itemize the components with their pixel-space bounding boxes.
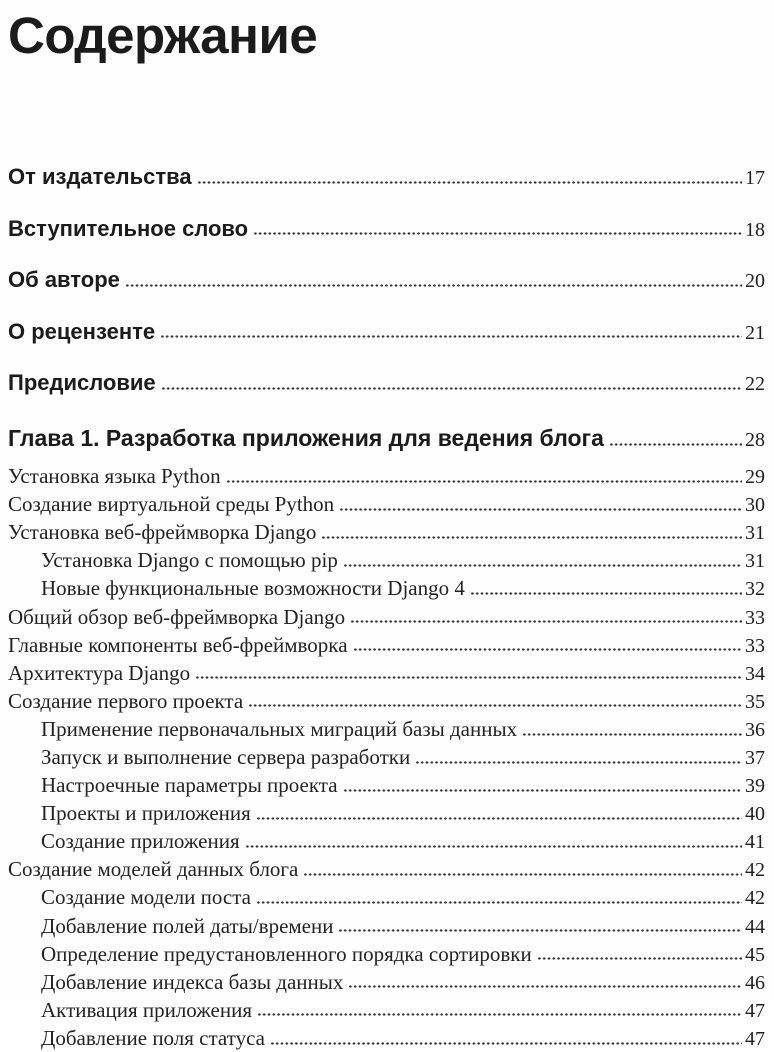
toc-entry (8, 659, 765, 687)
toc-entry (8, 1024, 765, 1052)
page-number: 30 (745, 494, 765, 517)
toc-entry-label: Главные компоненты веб-фреймворка (8, 632, 348, 657)
dot-leader (195, 659, 742, 680)
dot-leader (270, 1024, 742, 1045)
toc-entry (8, 162, 765, 189)
toc-entry (8, 912, 765, 940)
toc-entry-label: Предисловие (8, 370, 156, 396)
dot-leader (256, 799, 742, 820)
toc-entry (8, 968, 765, 996)
toc-entry (8, 518, 765, 546)
toc-entry-label: Установка Django с помощью pip (41, 548, 338, 573)
toc-entry-label: Настроечные параметры проекта (41, 773, 338, 798)
dot-leader (343, 546, 742, 567)
dot-leader (350, 603, 742, 624)
page-number: 18 (745, 218, 765, 241)
dot-leader (226, 462, 742, 483)
page-number: 37 (745, 747, 765, 770)
toc-entry-label: Общий обзор веб-фреймворка Django (8, 604, 346, 629)
page-number: 47 (745, 999, 765, 1022)
toc-entry (8, 603, 765, 631)
dot-leader (343, 771, 742, 792)
page-number: 35 (745, 690, 765, 713)
toc-entry (8, 574, 765, 602)
toc-entry (8, 546, 765, 574)
toc-entry-label: Создание модели поста (41, 885, 251, 910)
toc-entry-label: Создание приложения (41, 829, 240, 854)
chapter-heading-label: Глава 1. Разработка приложения для ведения блога (8, 425, 604, 452)
dot-leader (161, 368, 742, 390)
toc-entry-label: О рецензенте (8, 318, 156, 344)
dot-leader (257, 996, 742, 1017)
toc-entry-label: Вступительное слово (8, 215, 249, 241)
dot-leader (353, 631, 742, 652)
toc-entry-label: Создание первого проекта (8, 688, 244, 713)
page-number: 21 (745, 321, 765, 344)
toc-entry (8, 462, 765, 490)
toc-entry (8, 265, 765, 292)
page-number: 40 (745, 803, 765, 826)
toc-entry-label: Архитектура Django (8, 660, 191, 685)
toc-entry-label: Добавление поля статуса (41, 1025, 265, 1050)
dot-leader (253, 214, 742, 236)
toc-entry-label: Новые функциональные возможности Django 4 (41, 576, 465, 601)
toc-entry-label: Установка языка Python (8, 464, 221, 489)
page-number: 34 (745, 662, 765, 685)
page-number: 20 (745, 270, 765, 293)
dot-leader (339, 490, 742, 511)
toc-entry-label: Запуск и выполнение сервера разработки (41, 745, 411, 770)
dot-leader (160, 317, 742, 339)
page-title: Содержание (8, 7, 318, 64)
dot-leader (248, 687, 742, 708)
dot-leader (522, 715, 742, 736)
toc-entry (8, 996, 765, 1024)
dot-leader (321, 518, 742, 539)
page-number: 29 (745, 466, 765, 489)
toc-entry (8, 368, 765, 395)
toc-entry-label: Проекты и приложения (41, 801, 251, 826)
toc-entry-label: Добавление индекса базы данных (41, 969, 344, 994)
page-number: 17 (745, 167, 765, 190)
toc-entry (8, 687, 765, 715)
page-number: 33 (745, 634, 765, 657)
toc-entry (8, 715, 765, 743)
toc-entry-label: Добавление полей даты/времени (41, 913, 334, 938)
page-number: 39 (745, 775, 765, 798)
page-number: 42 (745, 859, 765, 882)
dot-leader (415, 743, 742, 764)
toc-entry (8, 771, 765, 799)
toc-entry-label: Определение предустановленного порядка сортировки (41, 941, 532, 966)
page-number: 28 (745, 429, 765, 452)
toc-entry (8, 855, 765, 883)
dot-leader (470, 574, 742, 595)
dot-leader (303, 855, 742, 876)
toc-entry-label: От издательства (8, 164, 192, 190)
dot-leader (348, 968, 742, 989)
dot-leader (537, 940, 742, 961)
page-number: 45 (745, 943, 765, 966)
dot-leader (338, 912, 742, 933)
toc-entry (8, 883, 765, 911)
toc-entry (8, 317, 765, 344)
page-number: 44 (745, 915, 765, 938)
page-number: 46 (745, 971, 765, 994)
toc-entry-label: Применение первоначальных миграций базы данных (41, 716, 518, 741)
toc-entry (8, 940, 765, 968)
page-number: 47 (745, 1027, 765, 1050)
toc-entry (8, 214, 765, 241)
toc-entry-label: Об авторе (8, 267, 120, 293)
toc-entry (8, 799, 765, 827)
dot-leader (245, 827, 742, 848)
page-number: 36 (745, 718, 765, 741)
chapter-items-list (8, 462, 765, 1052)
front-matter-section (8, 162, 765, 395)
toc-entry (8, 827, 765, 855)
page-number: 32 (745, 578, 765, 601)
page-number: 22 (745, 373, 765, 396)
toc-entry-label: Установка веб-фреймворка Django (8, 520, 317, 545)
chapter-heading-row (8, 423, 765, 453)
toc-entry-label: Активация приложения (41, 997, 252, 1022)
page-number: 31 (745, 522, 765, 545)
toc-entry-label: Создание моделей данных блога (8, 857, 299, 882)
dot-leader (125, 265, 742, 287)
page-number: 41 (745, 831, 765, 854)
chapter-section (8, 423, 765, 1052)
dot-leader (197, 162, 742, 184)
page-number: 42 (745, 887, 765, 910)
toc-entry (8, 631, 765, 659)
dot-leader (256, 883, 742, 904)
page-number: 31 (745, 550, 765, 573)
toc-entry (8, 490, 765, 518)
page-number: 33 (745, 606, 765, 629)
dot-leader (609, 423, 742, 446)
toc-entry-label: Создание виртуальной среды Python (8, 492, 335, 517)
toc-entry (8, 743, 765, 771)
